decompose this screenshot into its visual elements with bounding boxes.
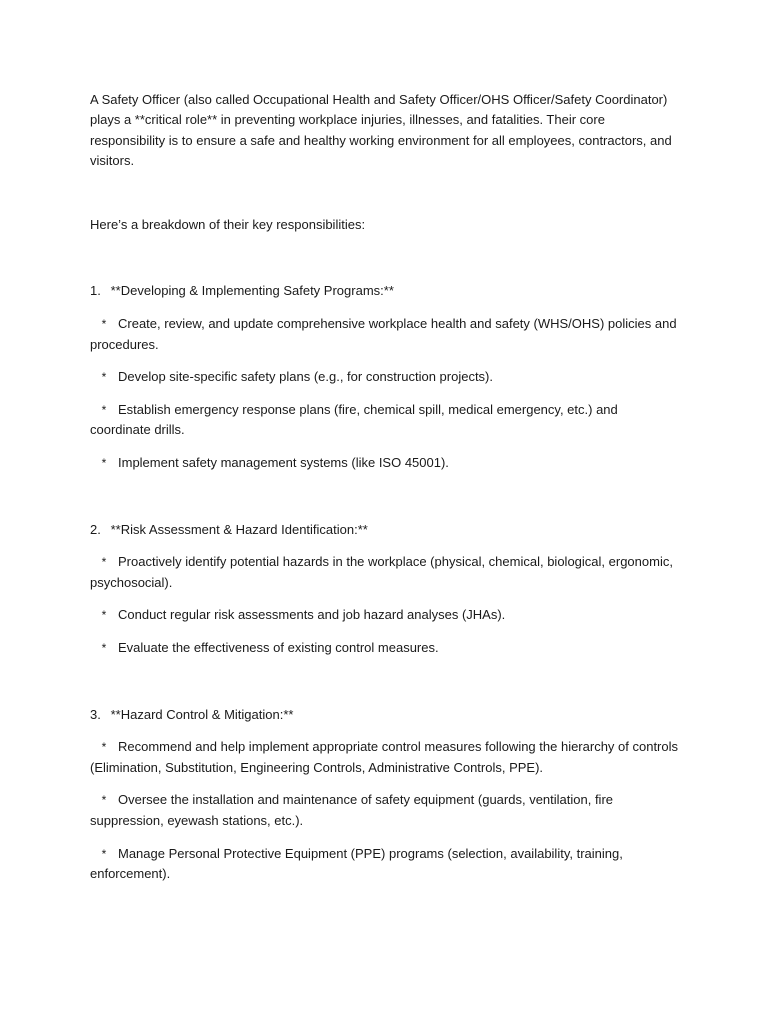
bullet-text: Proactively identify potential hazards in the workplace (physical, chemical, biological, ergonomic, psychosocial). <box>90 554 673 590</box>
bullet-item <box>90 605 680 625</box>
bullet-marker: * <box>101 456 107 471</box>
bullet-text: Implement safety management systems (like ISO 45001). <box>118 455 449 471</box>
bullet-text: Recommend and help implement appropriate control measures following the hierarchy of controls (Elimination, Substitution, Engineering Controls, Administrative Controls, PPE). <box>90 739 679 775</box>
bullet-item <box>90 790 680 831</box>
section-heading <box>90 520 680 540</box>
bullet-marker: * <box>101 793 107 808</box>
bullet-item <box>90 314 680 355</box>
bullet-marker: * <box>101 555 107 570</box>
bullet-text: Oversee the installation and maintenance of safety equipment (guards, ventilation, fire suppression, eyewash stations, etc.). <box>90 792 614 828</box>
section-title: **Developing & Implementing Safety Programs:** <box>110 283 394 299</box>
bullet-item <box>90 453 680 473</box>
section-title: **Risk Assessment & Hazard Identification:** <box>110 521 368 537</box>
lead-paragraph: Here’s a breakdown of their key responsibilities: <box>90 217 366 233</box>
bullet-marker: * <box>101 403 107 418</box>
bullet-item <box>90 844 680 885</box>
intro-paragraph: A Safety Officer (also called Occupational Health and Safety Officer/OHS Officer/Safety Coordinator) plays a **critical role** in preventing workplace injuries, illnesses, and fatalities. Their core responsibility is to ensure a safe and healthy working environment for all employees, contractors, and visitors. <box>90 92 672 168</box>
bullet-item <box>90 367 680 387</box>
section-number: 2. <box>90 521 101 537</box>
section-heading <box>90 705 680 725</box>
bullet-text: Create, review, and update comprehensive workplace health and safety (WHS/OHS) policies and procedures. <box>90 316 677 352</box>
bullet-item <box>90 638 680 658</box>
bullet-item <box>90 552 680 593</box>
document-body <box>90 90 680 884</box>
section-title: **Hazard Control & Mitigation:** <box>110 706 294 722</box>
section-number: 1. <box>90 283 101 299</box>
bullet-item <box>90 737 680 778</box>
bullet-text: Develop site-specific safety plans (e.g., for construction projects). <box>118 369 493 385</box>
bullet-marker: * <box>101 641 107 656</box>
bullet-item <box>90 400 680 441</box>
bullet-marker: * <box>101 740 107 755</box>
bullet-marker: * <box>101 370 107 385</box>
bullet-text: Evaluate the effectiveness of existing control measures. <box>118 640 439 656</box>
bullet-text: Manage Personal Protective Equipment (PPE) programs (selection, availability, training, enforcement). <box>90 845 623 881</box>
bullet-marker: * <box>101 846 107 861</box>
bullet-marker: * <box>101 608 107 623</box>
section-number: 3. <box>90 706 101 722</box>
bullet-marker: * <box>101 317 107 332</box>
section-heading <box>90 281 680 301</box>
bullet-text: Conduct regular risk assessments and job hazard analyses (JHAs). <box>118 607 506 623</box>
bullet-text: Establish emergency response plans (fire, chemical spill, medical emergency, etc.) and coordinate drills. <box>90 402 618 438</box>
